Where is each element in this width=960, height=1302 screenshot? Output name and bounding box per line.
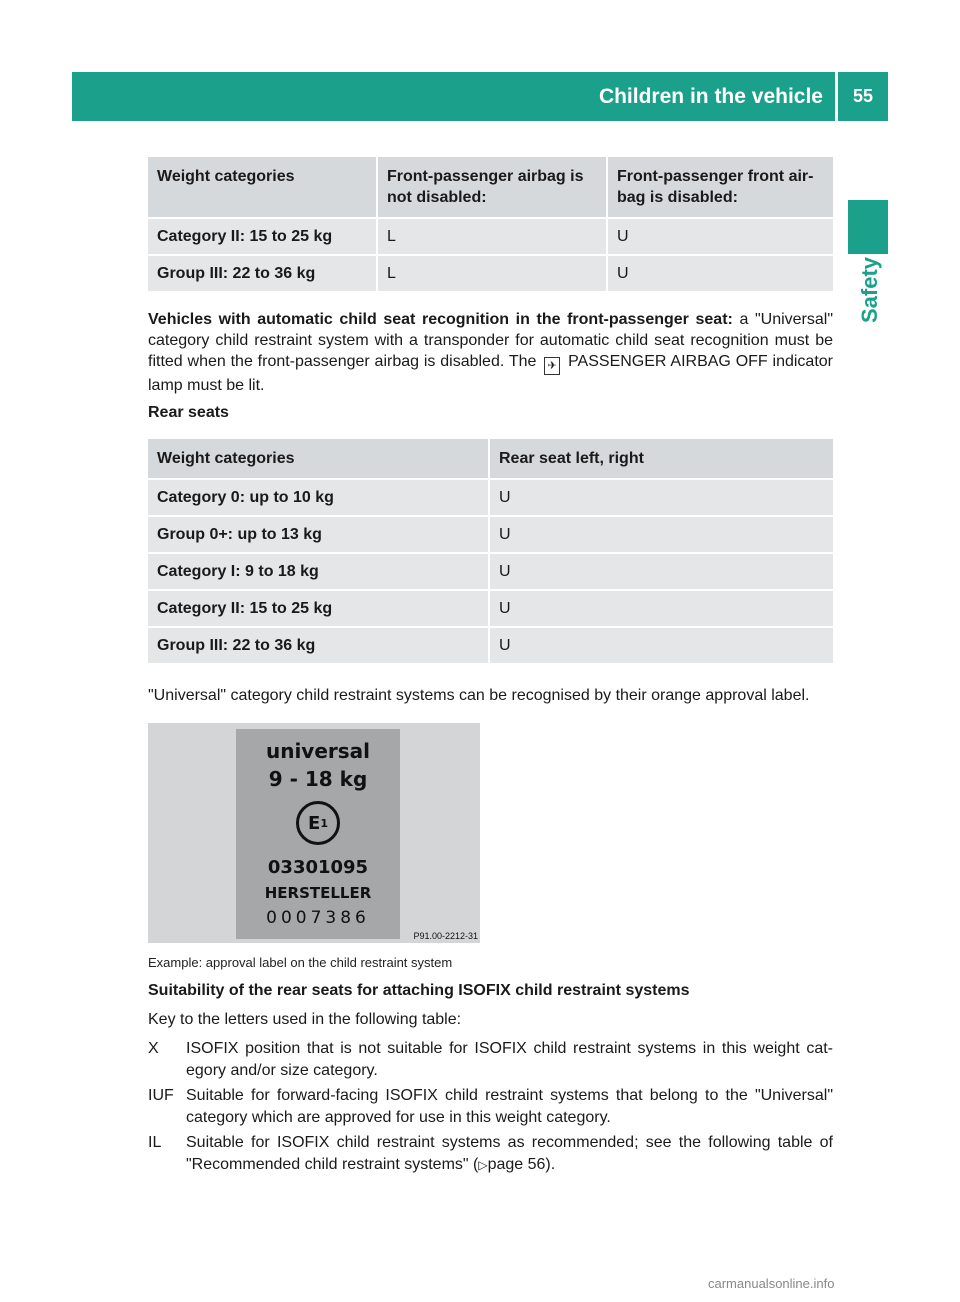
table-cell: U — [488, 517, 833, 552]
table-cell: Category II: 15 to 25 kg — [148, 591, 488, 626]
page-reference-icon: ▷ — [478, 1158, 488, 1172]
e-mark-icon — [296, 801, 340, 845]
key-description-text: ). — [545, 1156, 556, 1173]
airbag-off-icon: ✈ — [544, 357, 560, 375]
key-description: Suitable for forward-facing ISOFIX child restraint systems that belong to the "Universal" category which are approved for use in this weight category. — [186, 1087, 833, 1126]
table-cell: U — [488, 480, 833, 515]
universal-label-paragraph: "Universal" category child restraint systems can be recognised by their orange approval label. — [148, 687, 810, 704]
table-cell: U — [488, 591, 833, 626]
table-row — [148, 554, 833, 589]
paragraph-lead: Vehicles with automatic child seat recognition in the front-passenger seat: — [148, 311, 733, 328]
table-cell: Category II: 15 to 25 kg — [148, 219, 376, 254]
label-approval-number: 03301095 — [267, 857, 369, 878]
table-row — [148, 628, 833, 663]
approval-label — [236, 729, 400, 939]
isofix-heading: Suitability of the rear seats for attaching ISOFIX child restraint systems — [148, 982, 690, 999]
side-tab-label: Safety — [857, 256, 882, 324]
table-cell: Group III: 22 to 36 kg — [148, 256, 376, 291]
table-cell: Category 0: up to 10 kg — [148, 480, 488, 515]
table-row — [148, 480, 833, 515]
chapter-title: Children in the vehicle — [598, 84, 823, 108]
key-term: X — [148, 1040, 159, 1057]
table-row — [148, 256, 833, 291]
table-cell: U — [488, 628, 833, 663]
front-seat-table — [148, 155, 833, 293]
table-row — [148, 591, 833, 626]
table-cell: L — [376, 219, 606, 254]
key-description: ISOFIX position that is not suitable for ISOFIX child restraint systems in this weight cat-egory and/or size category. — [186, 1040, 833, 1079]
image-caption: Example: approval label on the child restraint system — [148, 955, 453, 970]
list-item — [148, 1038, 833, 1082]
table-header-row — [148, 439, 833, 478]
image-code: P91.00-2212-31 — [413, 931, 478, 941]
page-number: 55 — [852, 86, 874, 106]
table-header-cell: Weight categories — [148, 157, 376, 217]
rear-seats-heading: Rear seats — [148, 404, 229, 421]
key-intro: Key to the letters used in the following table: — [148, 1011, 462, 1028]
page-reference-link[interactable]: page 56 — [487, 1156, 546, 1173]
e-mark-number: 1 — [320, 816, 328, 830]
rear-seat-table — [148, 437, 833, 665]
key-description-text: Suitable for ISOFIX child restraint systems as recommended; see the following table of "Recommended child restraint systems" ( — [186, 1134, 833, 1173]
table-row — [148, 517, 833, 552]
label-weight: 9 - 18 kg — [268, 767, 368, 791]
list-item — [148, 1085, 833, 1129]
approval-label-image — [148, 723, 480, 943]
table-cell: U — [488, 554, 833, 589]
label-category: universal — [265, 739, 371, 763]
label-manufacturer: HERSTELLER — [264, 884, 372, 902]
side-tab-marker — [848, 200, 888, 254]
auto-seat-recognition-paragraph — [148, 309, 833, 396]
key-term: IL — [148, 1134, 162, 1151]
table-cell: Group 0+: up to 13 kg — [148, 517, 488, 552]
table-cell: U — [606, 256, 833, 291]
table-row — [148, 219, 833, 254]
watermark: carmanualsonline.info — [708, 1276, 835, 1291]
page-content — [148, 155, 833, 1179]
key-term: IUF — [148, 1087, 174, 1104]
key-list — [148, 1038, 833, 1176]
paragraph-text: PASSENGER AIRBAG OFF indicator lamp must be lit. — [148, 353, 833, 394]
table-cell: Category I: 9 to 18 kg — [148, 554, 488, 589]
table-header-cell: Weight categories — [148, 439, 488, 478]
key-description — [186, 1132, 833, 1176]
label-serial: 0007386 — [266, 908, 370, 928]
table-cell: Group III: 22 to 36 kg — [148, 628, 488, 663]
list-item — [148, 1132, 833, 1176]
table-header-cell: Front-passenger airbag is not disabled: — [376, 157, 606, 217]
table-header-cell: Front-passenger front air-bag is disabled: — [606, 157, 833, 217]
page-header — [72, 72, 888, 121]
paragraph-text: a "Universal" category child restraint system with a transponder for automatic child seat recognition must be fitted when the front-passenger airbag is disabled. The — [148, 311, 834, 370]
table-header-row — [148, 157, 833, 217]
table-cell: U — [606, 219, 833, 254]
table-cell: L — [376, 256, 606, 291]
table-header-cell: Rear seat left, right — [488, 439, 833, 478]
e-mark-letter: E — [308, 812, 321, 834]
